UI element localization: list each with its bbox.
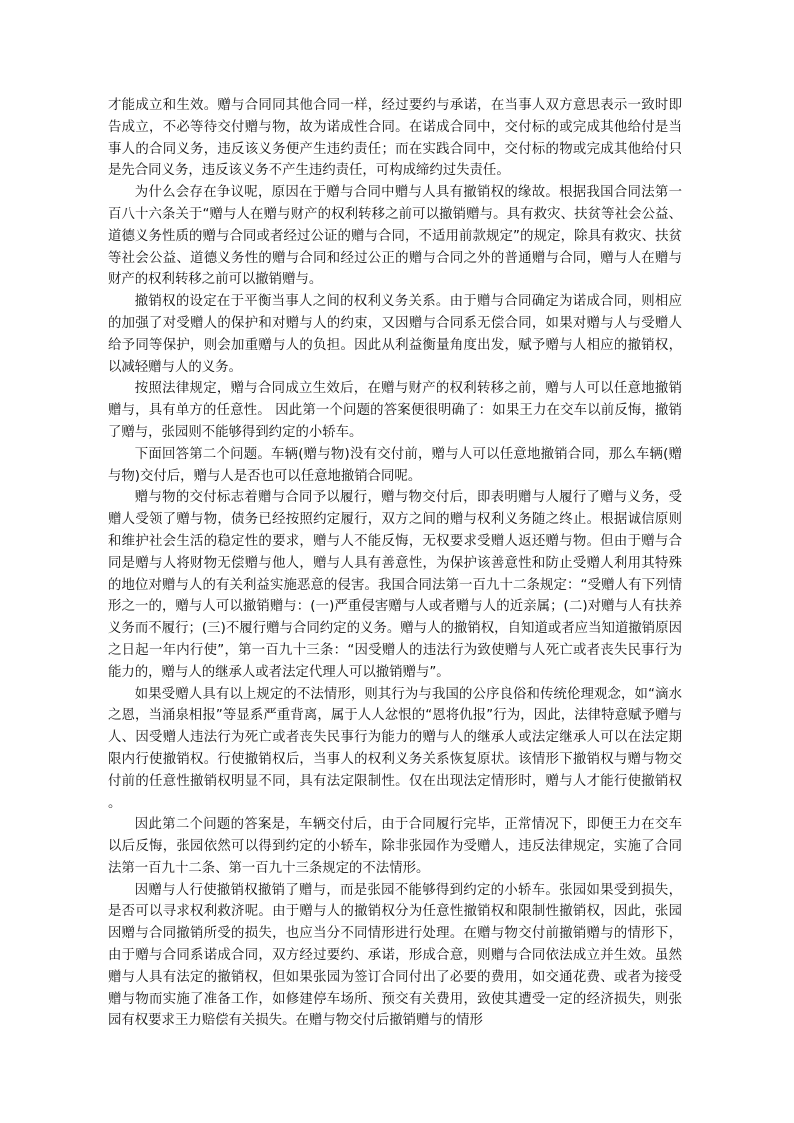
paragraph-5: 下面回答第二个问题。车辆(赠与物)没有交付前，赠与人可以任意地撤销合同，那么车辆(赠与物)交付后，赠与人是否也可以任意地撤销合同呢。 (108, 446, 682, 484)
paragraph-6: 赠与物的交付标志着赠与合同予以履行，赠与物交付后，即表明赠与人履行了赠与义务，受赠人受领了赠与物，债务已经按照约定履行，双方之间的赠与权利义务随之终止。根据诚信原则和维护社会生活的稳定性的要求，赠与人不能反悔，无权要求受赠人返还赠与物。但由于赠与合同是赠与人将财物无偿赠与他人，赠与人具有善意性，为保护该善意性和防止受赠人利用其特殊的地位对赠与人的有关利益实施恶意的侵害。我国合同法第一百九十二条规定：“受赠人有下列情形之一的，赠与人可以撤销赠与：(一)严重侵害赠与人或者赠与人的近亲属；(二)对赠与人有扶养义务而不履行；(三)不履行赠与合同约定的义务。赠与人的撤销权，自知道或者应当知道撤销原因之日起一年内行使”，第一百九十三条：“因受赠人的违法行为致使赠与人死亡或者丧失民事行为能力的，赠与人的继承人或者法定代理人可以撤销赠与”。 (108, 490, 682, 680)
paragraph-3: 撤销权的设定在于平衡当事人之间的权利义务关系。由于赠与合同确定为诺成合同，则相应的加强了对受赠人的保护和对赠与人的约束，又因赠与合同系无偿合同，如果对赠与人与受赠人给予同等保护，则会加重赠与人的负担。因此从利益衡量角度出发，赋予赠与人相应的撤销权，以减轻赠与人的义务。 (108, 294, 682, 375)
paragraph-1: 才能成立和生效。赠与合同同其他合同一样，经过要约与承诺，在当事人双方意思表示一致时即告成立，不必等待交付赠与物，故为诺成性合同。在诺成合同中，交付标的或完成其他给付是当事人的合同义务，违反该义务便产生违约责任；而在实践合同中，交付标的物或完成其他给付只是先合同义务，违反该义务不产生违约责任，可构成缔约过失责任。 (108, 98, 682, 179)
paragraph-7: 如果受赠人具有以上规定的不法情形，则其行为与我国的公序良俗和传统伦理观念，如“滴水之恩，当涌泉相报”等显系严重背离，属于人人忿恨的“恩将仇报”行为，因此，法律特意赋予赠与人、因受赠人违法行为死亡或者丧失民事行为能力的赠与人的继承人或法定继承人可以在法定期限内行使撤销权。行使撤销权后，当事人的权利义务关系恢复原状。该情形下撤销权与赠与物交付前的任意性撤销权明显不同，具有法定限制性。仅在出现法定情形时，赠与人才能行使撤销权。 (108, 686, 682, 811)
document-body (108, 95, 682, 1032)
paragraph-4: 按照法律规定，赠与合同成立生效后，在赠与财产的权利转移之前，赠与人可以任意地撤销赠与，具有单方的任意性。 因此第一个问题的答案便很明确了：如果王力在交车以前反悔，撤销了赠与，张园则不能够得到约定的小轿车。 (108, 381, 682, 440)
paragraph-9: 因赠与人行使撤销权撤销了赠与，而是张园不能够得到约定的小轿车。张园如果受到损失，是否可以寻求权利救济呢。由于赠与人的撤销权分为任意性撤销权和限制性撤销权，因此，张园因赠与合同撤销所受的损失，也应当分不同情形进行处理。在赠与物交付前撤销赠与的情形下，由于赠与合同系诺成合同，双方经过要约、承诺，形成合意，则赠与合同依法成立并生效。虽然赠与人具有法定的撤销权，但如果张园为签订合同付出了必要的费用，如交通花费、或者为接受赠与物而实施了准备工作，如修建停车场所、预交有关费用，致使其遭受一定的经济损失，则张园有权要求王力赔偿有关损失。在赠与物交付后撤销赠与的情形 (108, 882, 682, 1029)
paragraph-2: 为什么会存在争议呢，原因在于赠与合同中赠与人具有撤销权的缘故。根据我国合同法第一百八十六条关于“赠与人在赠与财产的权利转移之前可以撤销赠与。具有救灾、扶贫等社会公益、道德义务性质的赠与合同或者经过公证的赠与合同，不适用前款规定”的规定，除具有救灾、扶贫等社会公益、道德义务性的赠与合同和经过公正的赠与合同之外的普通赠与合同，赠与人在赠与财产的权利转移之前可以撤销赠与。 (108, 185, 682, 288)
paragraph-8: 因此第二个问题的答案是，车辆交付后，由于合同履行完毕，正常情况下，即便王力在交车以后反悔，张园依然可以得到约定的小轿车，除非张园作为受赠人，违反法律规定，实施了合同法第一百九十二条、第一百九十三条规定的不法情形。 (108, 817, 682, 876)
